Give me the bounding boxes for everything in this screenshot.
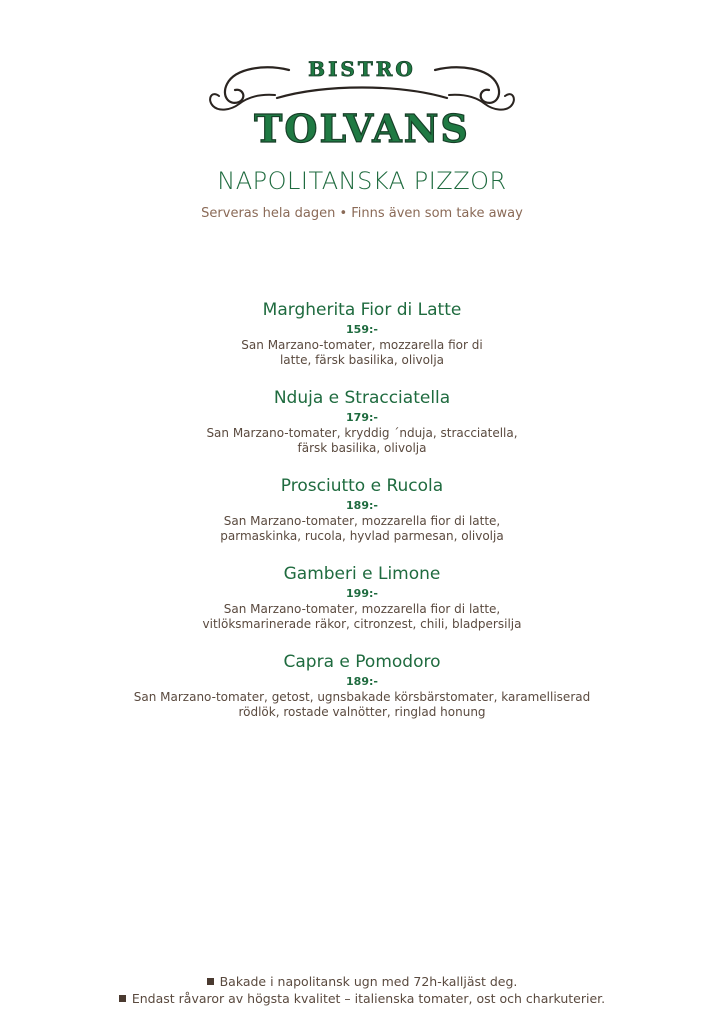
menu-item-name: Margherita Fior di Latte (262, 300, 462, 320)
bistro-logo (0, 0, 724, 160)
footer-note-text: Bakade i napolitansk ugn med 72h-kalljäst deg. (219, 974, 518, 989)
menu-item-name: Prosciutto e Rucola (280, 476, 444, 496)
menu-item-price: 189:- (346, 499, 378, 512)
menu-item-description-line: vitlöksmarinerade räkor, citronzest, chili, bladpersilja (202, 617, 522, 631)
menu-item-description (127, 690, 597, 720)
menu-item-price: 179:- (346, 411, 378, 424)
menu-item-description-line: San Marzano-tomater, mozzarella fior di (241, 338, 483, 352)
footer-notes (0, 973, 724, 1007)
menu-item-description-line: San Marzano-tomater, mozzarella fior di latte, (223, 602, 501, 616)
page-title: NAPOLITANSKA PIZZOR (217, 167, 507, 195)
logo-name-text: TOLVANS (254, 106, 470, 151)
page-subtitle: Serveras hela dagen • Finns även som take away (201, 206, 523, 221)
menu-item (0, 474, 724, 562)
menu-item-name: Gamberi e Limone (283, 564, 441, 584)
menu-item-description-line: San Marzano-tomater, mozzarella fior di latte, (223, 514, 501, 528)
menu-item-price: 159:- (346, 323, 378, 336)
menu-item-description-line: färsk basilika, olivolja (297, 441, 427, 455)
footer-note (0, 973, 724, 990)
menu-list (0, 298, 724, 738)
footer-note-text: Endast råvaror av högsta kvalitet – italienska tomater, ost och charkuterier. (131, 991, 606, 1006)
menu-item-name: Nduja e Stracciatella (273, 388, 451, 408)
menu-item (0, 386, 724, 474)
logo-bistro-text: BISTRO (308, 57, 416, 81)
menu-item-name: Capra e Pomodoro (283, 652, 441, 672)
menu-item-price: 189:- (346, 675, 378, 688)
menu-item-description-line: latte, färsk basilika, olivolja (279, 353, 445, 367)
menu-item-description-line: San Marzano-tomater, kryddig ´nduja, stracciatella, (206, 426, 518, 440)
menu-item-price: 199:- (346, 587, 378, 600)
footer-note (0, 990, 724, 1007)
square-bullet-icon (207, 978, 214, 985)
menu-item-description-line: rödlök, rostade valnötter, ringlad honung (238, 705, 486, 719)
menu-item-description (197, 426, 527, 456)
menu-item (0, 650, 724, 738)
menu-item-description-line: parmaskinka, rucola, hyvlad parmesan, olivolja (220, 529, 504, 543)
square-bullet-icon (119, 995, 126, 1002)
menu-item-description-line: San Marzano-tomater, getost, ugnsbakade körsbärstomater, karamelliserad (133, 690, 591, 704)
menu-item (0, 298, 724, 386)
menu-item-description (197, 338, 527, 368)
menu-item-description (197, 602, 527, 632)
menu-item-description (197, 514, 527, 544)
menu-item (0, 562, 724, 650)
